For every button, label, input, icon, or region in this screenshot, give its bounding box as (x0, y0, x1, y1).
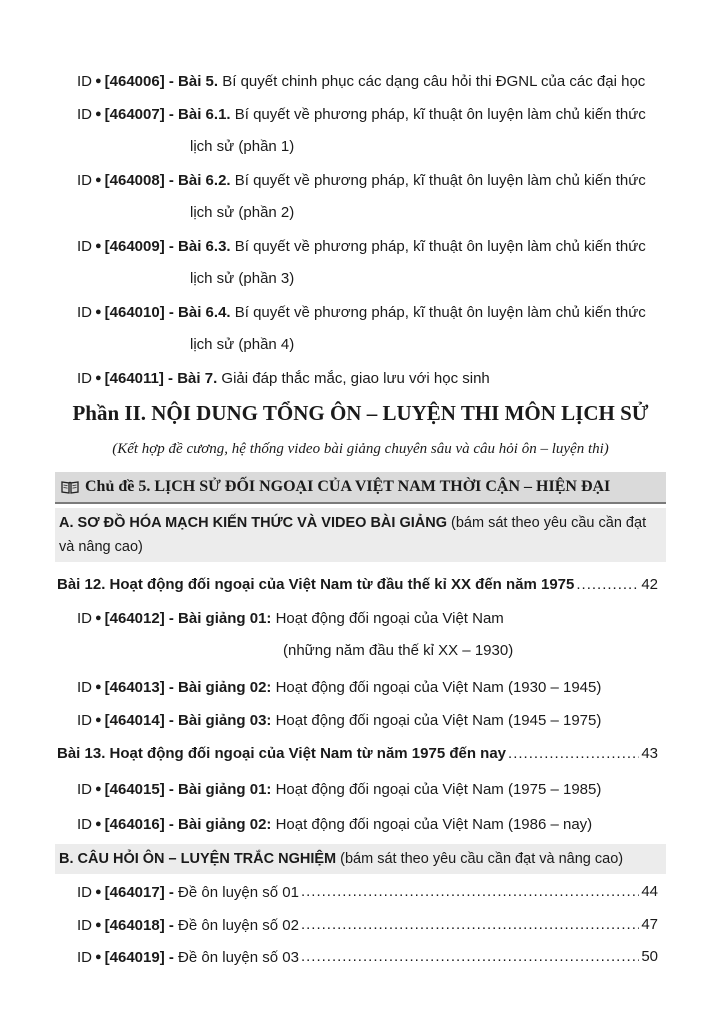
intro-item-continuation: lịch sử (phần 1) (190, 138, 295, 155)
lecture-item: ID ● [464014] - Bài giảng 03: Hoạt động đối ngoại của Việt Nam (1945 – 1975) (77, 712, 602, 729)
open-book-icon (61, 475, 79, 505)
section-b-header: B. CÂU HỎI ÔN – LUYỆN TRẮC NGHIỆM (bám sát theo yêu cầu cần đạt và nâng cao) (55, 844, 666, 874)
intro-item: ID ● [464011] - Bài 7. Giải đáp thắc mắc, giao lưu với học sinh (77, 370, 490, 387)
intro-item-continuation: lịch sử (phần 3) (190, 270, 295, 287)
lecture-item: ID ● [464012] - Bài giảng 01: Hoạt động đối ngoại của Việt Nam (77, 610, 504, 627)
lecture-item: ID ● [464015] - Bài giảng 01: Hoạt động đối ngoại của Việt Nam (1975 – 1985) (77, 781, 602, 798)
intro-item: ID ● [464008] - Bài 6.2. Bí quyết về phương pháp, kĩ thuật ôn luyện làm chủ kiến thức (77, 172, 646, 189)
intro-item: ID ● [464009] - Bài 6.3. Bí quyết về phương pháp, kĩ thuật ôn luyện làm chủ kiến thức (77, 238, 646, 255)
exercise-item: ID ● [464018] - Đề ôn luyện số 02 ..... 47 (77, 915, 658, 936)
lecture-item: ID ● [464013] - Bài giảng 02: Hoạt động đối ngoại của Việt Nam (1930 – 1945) (77, 679, 602, 696)
lecture-item-continuation: (những năm đầu thế kỉ XX – 1930) (283, 642, 514, 659)
leader-dots (301, 915, 639, 936)
intro-item: ID ● [464010] - Bài 6.4. Bí quyết về phương pháp, kĩ thuật ôn luyện làm chủ kiến thức (77, 304, 646, 321)
leader-dots (576, 575, 639, 595)
topic-header: Chủ đề 5. LỊCH SỬ ĐỐI NGOẠI CỦA VIỆT NAM THỜI CẬN – HIỆN ĐẠI (55, 472, 666, 504)
intro-item: ID ● [464006] - Bài 5. Bí quyết chinh phục các dạng câu hỏi thi ĐGNL của các đại học (77, 73, 646, 90)
exercise-item: ID ● [464017] - Đề ôn luyện số 01 ..... 44 (77, 882, 658, 903)
leader-dots (301, 882, 639, 903)
intro-item-continuation: lịch sử (phần 4) (190, 336, 295, 353)
intro-item-continuation: lịch sử (phần 2) (190, 204, 295, 221)
section-a-header: A. SƠ ĐỒ HÓA MẠCH KIẾN THỨC VÀ VIDEO BÀI GIẢNG (bám sát theo yêu cầu cần đạt và nâng cao) (55, 508, 666, 562)
toc-lesson: Bài 12. Hoạt động đối ngoại của Việt Nam từ đầu thế kỉ XX đến năm 1975 ..... 42 (57, 575, 658, 595)
leader-dots (508, 744, 639, 764)
part-title: Phần II. NỘI DUNG TỔNG ÔN – LUYỆN THI MÔN LỊCH SỬ (72, 401, 649, 425)
part-subtitle: (Kết hợp đề cương, hệ thống video bài giảng chuyên sâu và câu hỏi ôn – luyện thi) (112, 441, 609, 457)
toc-lesson: Bài 13. Hoạt động đối ngoại của Việt Nam từ năm 1975 đến nay ..... 43 (57, 744, 658, 764)
intro-item: ID ● [464007] - Bài 6.1. Bí quyết về phương pháp, kĩ thuật ôn luyện làm chủ kiến thức (77, 106, 646, 123)
exercise-item: ID ● [464019] - Đề ôn luyện số 03 ..... 50 (77, 947, 658, 968)
leader-dots (301, 947, 639, 968)
lecture-item: ID ● [464016] - Bài giảng 02: Hoạt động đối ngoại của Việt Nam (1986 – nay) (77, 816, 593, 833)
